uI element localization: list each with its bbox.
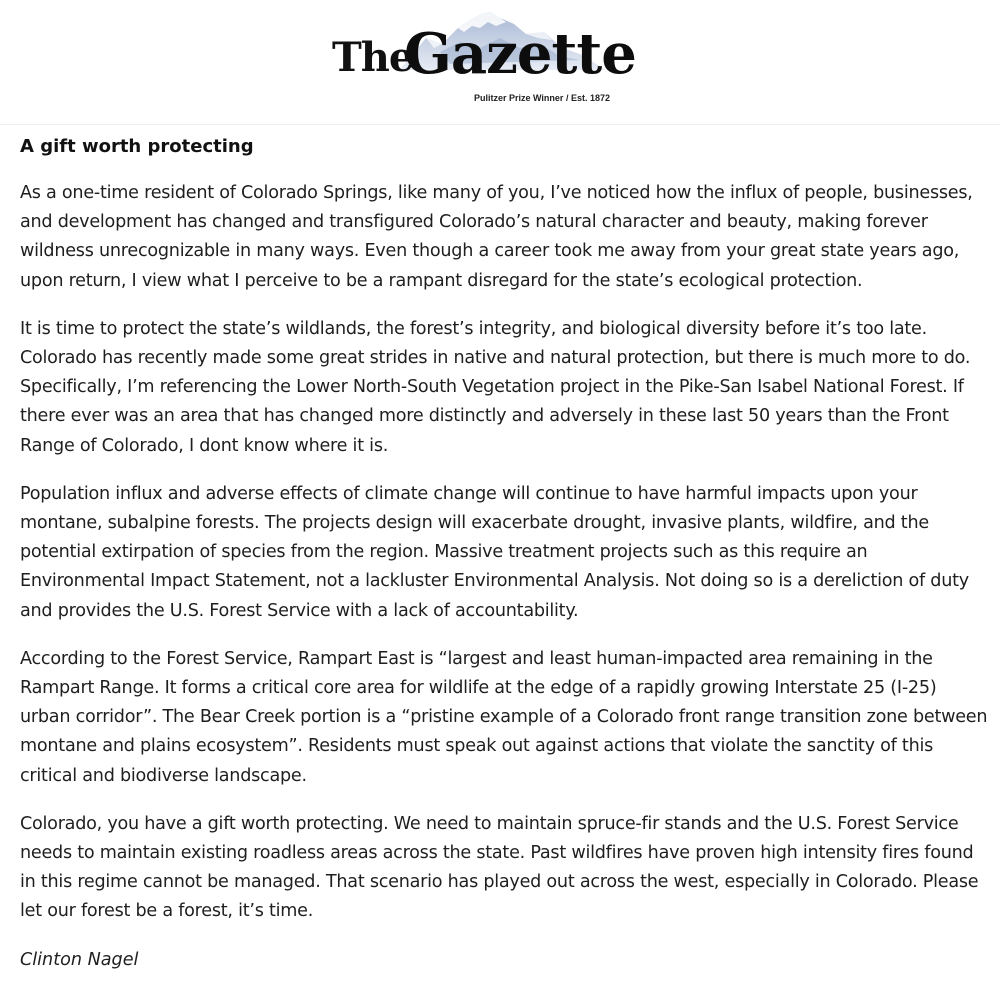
article-paragraph-3: Population influx and adverse effects of climate change will continue to have harmful impacts upon your montane, subalpine forests. The projects design will exacerbate drought, invasive plants, wildfire, and the potential extirpation of species from the region. Massive treatment projects such as this require an Environmental Impact Statement, not a lackluster Environmental Analysis. Not doing so is a dereliction of duty and provides the U.S. Forest Service with a lack of accountability. [20,483,969,621]
logo-the-text: The [332,34,414,81]
gazette-logo[interactable] [330,8,636,110]
author-signature: Clinton Nagel [20,949,139,970]
article-paragraph-5: Colorado, you have a gift worth protecting. We need to maintain spruce-fir stands and the U.S. Forest Service needs to maintain existing roadless areas across the state. Past wildfires have proven high intensity fires found in this regime cannot be managed. That scenario has played out across the west, especially in Colorado. Please let our forest be a forest, it’s time. [20,813,979,922]
article-paragraph-2: It is time to protect the state’s wildlands, the forest’s integrity, and biological diversity before it’s too late. Colorado has recently made some great strides in native and natural protection, but there is much more to do. Specifically, I’m referencing the Lower North-South Vegetation project in the Pike-San Isabel National Forest. If there ever was an area that has changed more distinctly and adversely in these last 50 years than the Front Range of Colorado, I dont know where it is. [20,318,971,456]
logo-gazette-text: Gazette [404,21,636,87]
logo-tagline: Pulitzer Prize Winner / Est. 1872 [474,93,610,103]
letter-article [20,132,988,975]
masthead [0,0,1000,125]
article-headline: A gift worth protecting [20,136,254,157]
article-paragraph-1: As a one-time resident of Colorado Springs, like many of you, I’ve noticed how the influx of people, businesses, and development has changed and transfigured Colorado’s natural character and beauty, making forever wildness unrecognizable in many ways. Even though a career took me away from your great state years ago, upon return, I view what I perceive to be a rampant disregard for the state’s ecological protection. [20,183,973,291]
article-paragraph-4: According to the Forest Service, Rampart East is “largest and least human-impacted area remaining in the Rampart Range. It forms a critical core area for wildlife at the edge of a rapidly growing Interstate 25 (I-25) urban corridor”. The Bear Creek portion is a “pristine example of a Colorado front range transition zone between montane and plains ecosystem”. Residents must speak out against actions that violate the sanctity of this critical and biodiverse landscape. [20,648,988,786]
